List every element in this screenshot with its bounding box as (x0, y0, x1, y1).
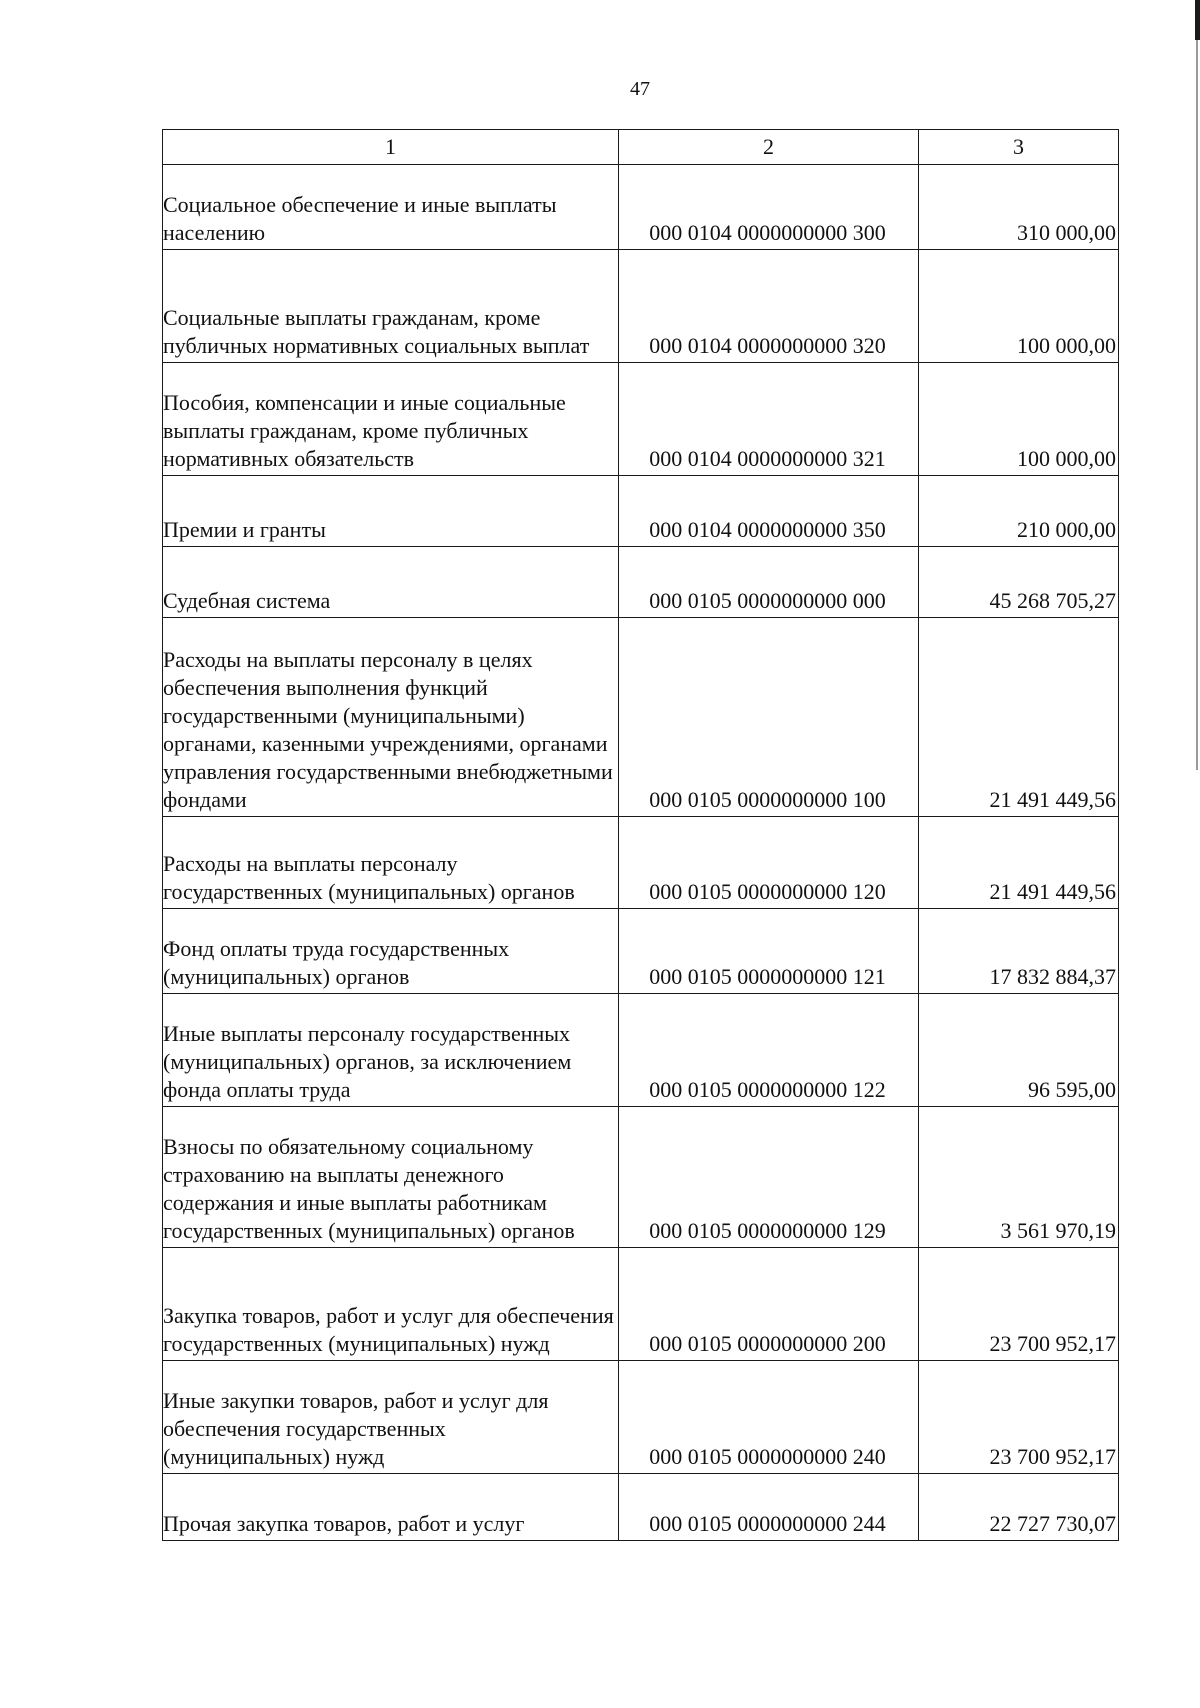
row-code-text: 000 0104 0000000000 320 (649, 333, 886, 358)
row-name (163, 1107, 619, 1248)
row-amount-text: 310 000,00 (1017, 220, 1116, 245)
row-amount-text: 210 000,00 (1017, 517, 1116, 542)
row-name (163, 363, 619, 476)
row-amount-text: 22 727 730,07 (989, 1511, 1116, 1536)
row-amount-text: 3 561 970,19 (1000, 1218, 1116, 1243)
row-amount-text: 17 832 884,37 (989, 964, 1116, 989)
row-amount-text: 45 268 705,27 (989, 588, 1116, 613)
row-code (619, 1361, 919, 1474)
row-code-text: 000 0105 0000000000 244 (649, 1511, 886, 1536)
table-row (163, 363, 1119, 476)
row-amount-text: 100 000,00 (1017, 333, 1116, 358)
row-code-text: 000 0105 0000000000 120 (649, 879, 886, 904)
row-amount (919, 817, 1119, 909)
row-amount (919, 363, 1119, 476)
row-amount (919, 1248, 1119, 1361)
page-number: 47 (630, 78, 650, 100)
row-code (619, 1248, 919, 1361)
row-code-text: 000 0105 0000000000 100 (649, 787, 886, 812)
row-amount (919, 909, 1119, 994)
row-amount-text: 100 000,00 (1017, 446, 1116, 471)
row-amount (919, 618, 1119, 817)
row-name (163, 476, 619, 547)
table-row (163, 1107, 1119, 1248)
row-name-text: Закупка товаров, работ и услуг для обеспечения государственных (муниципальных) нужд (163, 1303, 614, 1356)
row-amount (919, 994, 1119, 1107)
row-code (619, 547, 919, 618)
row-name-text: Социальные выплаты гражданам, кроме публичных нормативных социальных выплат (163, 305, 590, 358)
row-name (163, 618, 619, 817)
row-code-text: 000 0104 0000000000 300 (649, 220, 886, 245)
table-row (163, 1474, 1119, 1541)
row-name-text: Расходы на выплаты персоналу в целях обеспечения выполнения функций государственными (муниципальными) органами, казенными учреждениями, органами управления государственными внебюджетными фондами (163, 647, 613, 812)
row-code-text: 000 0105 0000000000 121 (649, 964, 886, 989)
row-code (619, 994, 919, 1107)
row-amount (919, 1107, 1119, 1248)
row-name (163, 250, 619, 363)
table-row (163, 994, 1119, 1107)
table-row (163, 250, 1119, 363)
scan-edge-line (1196, 40, 1198, 770)
row-code-text: 000 0104 0000000000 350 (649, 517, 886, 542)
row-amount-text: 96 595,00 (1028, 1077, 1116, 1102)
table-row (163, 476, 1119, 547)
row-code (619, 165, 919, 250)
row-name-text: Взносы по обязательному социальному страхованию на выплаты денежного содержания и иные выплаты работникам государственных (муниципальных) органов (163, 1134, 575, 1243)
row-name (163, 817, 619, 909)
row-name-text: Судебная система (163, 588, 331, 613)
column-header: 3 (919, 130, 1119, 165)
row-amount (919, 547, 1119, 618)
row-name (163, 1248, 619, 1361)
row-amount-text: 23 700 952,17 (989, 1444, 1116, 1469)
row-code-text: 000 0105 0000000000 129 (649, 1218, 886, 1243)
row-amount (919, 476, 1119, 547)
budget-table (162, 129, 1119, 1541)
row-code (619, 618, 919, 817)
table-row (163, 1361, 1119, 1474)
row-amount (919, 1361, 1119, 1474)
row-name (163, 1474, 619, 1541)
row-code (619, 363, 919, 476)
table-row (163, 1248, 1119, 1361)
row-amount (919, 250, 1119, 363)
row-amount-text: 21 491 449,56 (989, 879, 1116, 904)
row-name-text: Пособия, компенсации и иные социальные выплаты гражданам, кроме публичных нормативных обязательств (163, 390, 566, 471)
table-header-row (163, 130, 1119, 165)
table-row (163, 909, 1119, 994)
scan-edge-mark (1195, 0, 1200, 40)
row-amount (919, 1474, 1119, 1541)
row-code-text: 000 0105 0000000000 200 (649, 1331, 886, 1356)
row-code-text: 000 0105 0000000000 240 (649, 1444, 886, 1469)
row-name (163, 909, 619, 994)
row-code (619, 1474, 919, 1541)
row-code (619, 476, 919, 547)
row-code (619, 1107, 919, 1248)
row-name-text: Премии и гранты (163, 517, 326, 542)
row-amount (919, 165, 1119, 250)
row-code (619, 909, 919, 994)
row-amount-text: 23 700 952,17 (989, 1331, 1116, 1356)
row-code (619, 817, 919, 909)
row-name (163, 994, 619, 1107)
row-name (163, 547, 619, 618)
row-name-text: Расходы на выплаты персоналу государственных (муниципальных) органов (163, 851, 575, 904)
row-name (163, 165, 619, 250)
row-name (163, 1361, 619, 1474)
column-header: 1 (163, 130, 619, 165)
row-code-text: 000 0105 0000000000 000 (649, 588, 886, 613)
table-row (163, 547, 1119, 618)
table-row (163, 817, 1119, 909)
row-name-text: Социальное обеспечение и иные выплаты населению (163, 192, 557, 245)
row-name-text: Прочая закупка товаров, работ и услуг (163, 1511, 525, 1536)
table-row (163, 165, 1119, 250)
row-name-text: Фонд оплаты труда государственных (муниципальных) органов (163, 936, 510, 989)
column-header: 2 (619, 130, 919, 165)
row-name-text: Иные выплаты персоналу государственных (муниципальных) органов, за исключением фонда оплаты труда (163, 1021, 572, 1102)
row-amount-text: 21 491 449,56 (989, 787, 1116, 812)
row-name-text: Иные закупки товаров, работ и услуг для обеспечения государственных (муниципальных) нужд (163, 1388, 549, 1469)
row-code-text: 000 0104 0000000000 321 (649, 446, 886, 471)
row-code (619, 250, 919, 363)
row-code-text: 000 0105 0000000000 122 (649, 1077, 886, 1102)
table-row (163, 618, 1119, 817)
